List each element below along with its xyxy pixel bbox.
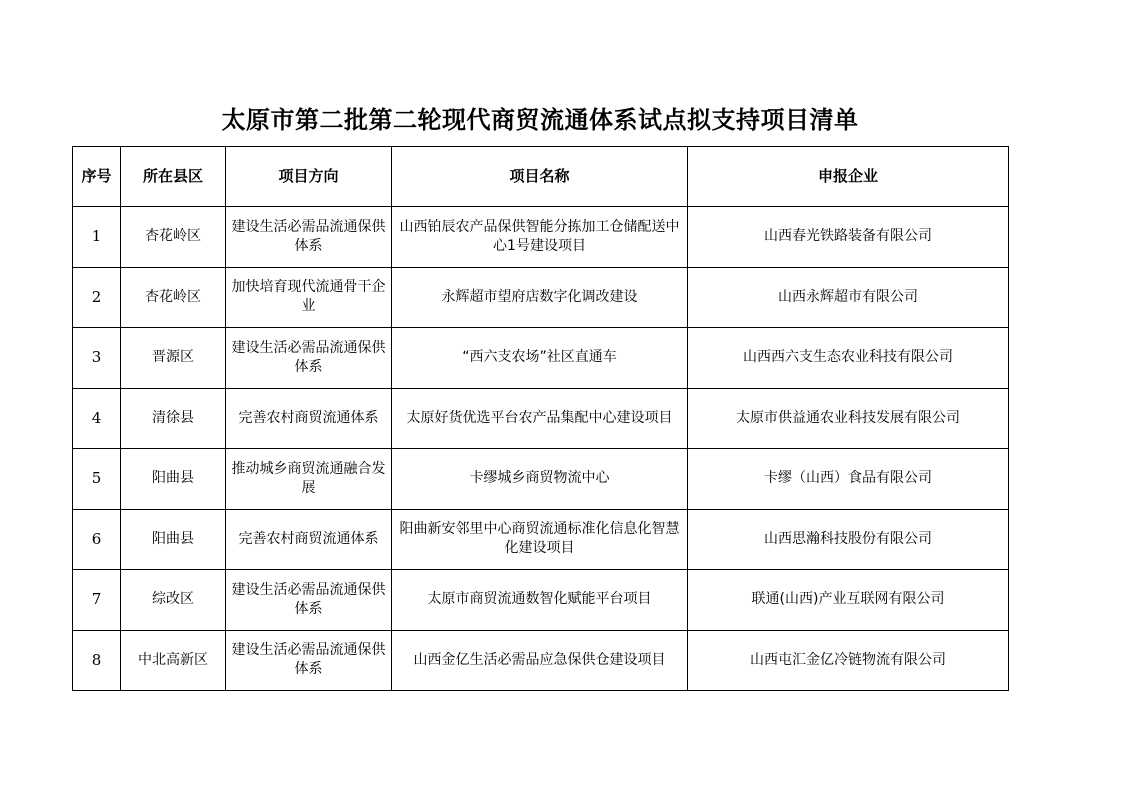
- cell-seq: 6: [73, 509, 121, 570]
- cell-district: 晋源区: [121, 328, 226, 389]
- cell-district: 综改区: [121, 570, 226, 631]
- cell-company: 山西思瀚科技股份有限公司: [688, 509, 1009, 570]
- cell-company: 山西春光铁路装备有限公司: [688, 207, 1009, 268]
- header-name: 项目名称: [392, 147, 688, 207]
- cell-district: 阳曲县: [121, 449, 226, 510]
- cell-direction: 加快培育现代流通骨干企业: [226, 267, 392, 328]
- cell-name: 山西铂辰农产品保供智能分拣加工仓储配送中心1号建设项目: [392, 207, 688, 268]
- cell-company: 山西永辉超市有限公司: [688, 267, 1009, 328]
- cell-district: 杏花岭区: [121, 207, 226, 268]
- cell-seq: 7: [73, 570, 121, 631]
- table-header-row: [73, 147, 1009, 207]
- header-seq: 序号: [73, 147, 121, 207]
- document-title: 太原市第二批第二轮现代商贸流通体系试点拟支持项目清单: [221, 105, 859, 134]
- cell-company: 太原市供益通农业科技发展有限公司: [688, 388, 1009, 449]
- cell-district: 杏花岭区: [121, 267, 226, 328]
- cell-name: 太原市商贸流通数智化赋能平台项目: [392, 570, 688, 631]
- cell-seq: 4: [73, 388, 121, 449]
- table-row: [73, 630, 1009, 691]
- table-row: [73, 388, 1009, 449]
- cell-district: 清徐县: [121, 388, 226, 449]
- cell-direction: 建设生活必需品流通保供体系: [226, 207, 392, 268]
- table-row: [73, 449, 1009, 510]
- header-company: 申报企业: [688, 147, 1009, 207]
- project-table: [72, 146, 1009, 691]
- cell-company: 山西西六支生态农业科技有限公司: [688, 328, 1009, 389]
- cell-direction: 完善农村商贸流通体系: [226, 509, 392, 570]
- cell-direction: 完善农村商贸流通体系: [226, 388, 392, 449]
- cell-seq: 3: [73, 328, 121, 389]
- cell-seq: 8: [73, 630, 121, 691]
- cell-name: “西六支农场”社区直通车: [392, 328, 688, 389]
- cell-name: 山西金亿生活必需品应急保供仓建设项目: [392, 630, 688, 691]
- cell-name: 永辉超市望府店数字化调改建设: [392, 267, 688, 328]
- cell-direction: 建设生活必需品流通保供体系: [226, 570, 392, 631]
- cell-district: 阳曲县: [121, 509, 226, 570]
- header-direction: 项目方向: [226, 147, 392, 207]
- cell-company: 卡缪（山西）食品有限公司: [688, 449, 1009, 510]
- table-row: [73, 207, 1009, 268]
- cell-seq: 5: [73, 449, 121, 510]
- cell-company: 联通(山西)产业互联网有限公司: [688, 570, 1009, 631]
- table-row: [73, 570, 1009, 631]
- cell-seq: 1: [73, 207, 121, 268]
- cell-direction: 建设生活必需品流通保供体系: [226, 328, 392, 389]
- cell-district: 中北高新区: [121, 630, 226, 691]
- cell-name: 阳曲新安邻里中心商贸流通标准化信息化智慧化建设项目: [392, 509, 688, 570]
- cell-direction: 建设生活必需品流通保供体系: [226, 630, 392, 691]
- cell-seq: 2: [73, 267, 121, 328]
- cell-name: 太原好货优选平台农产品集配中心建设项目: [392, 388, 688, 449]
- table-row: [73, 509, 1009, 570]
- header-district: 所在县区: [121, 147, 226, 207]
- table-row: [73, 267, 1009, 328]
- cell-name: 卡缪城乡商贸物流中心: [392, 449, 688, 510]
- cell-company: 山西屯汇金亿冷链物流有限公司: [688, 630, 1009, 691]
- cell-direction: 推动城乡商贸流通融合发展: [226, 449, 392, 510]
- table-row: [73, 328, 1009, 389]
